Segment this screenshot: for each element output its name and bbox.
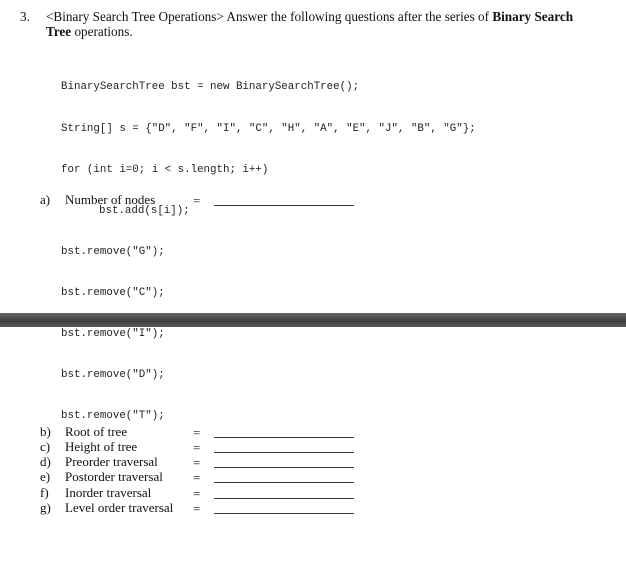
answer-blank-a[interactable] xyxy=(214,205,354,206)
item-letter: b) xyxy=(40,424,51,439)
equals-sign: = xyxy=(193,470,201,485)
item-label: Postorder traversal xyxy=(65,469,163,484)
page-divider xyxy=(0,313,626,327)
code-line: for (int i=0; i < s.length; i++) xyxy=(61,163,269,176)
equals-sign: = xyxy=(193,455,201,470)
question-text xyxy=(46,9,606,39)
equals-sign: = xyxy=(193,193,201,208)
question-bold-1: Binary Search xyxy=(492,9,574,24)
code-line: bst.remove("G"); xyxy=(61,245,165,258)
item-letter: g) xyxy=(40,500,51,515)
question-suffix: operations. xyxy=(71,24,133,39)
answer-blank-f[interactable] xyxy=(214,498,354,499)
item-label: Level order traversal xyxy=(65,500,174,515)
item-letter: d) xyxy=(40,454,51,469)
equals-sign: = xyxy=(193,440,201,455)
code-line: bst.remove("T"); xyxy=(61,410,165,423)
question-bold-2: Tree xyxy=(46,24,72,39)
code-line: bst.add(s[i]); xyxy=(99,204,190,217)
item-letter: e) xyxy=(40,469,51,484)
code-line: BinarySearchTree bst = new BinarySearchTree(); xyxy=(61,81,360,94)
item-label: Preorder traversal xyxy=(65,454,158,469)
answer-blank-c[interactable] xyxy=(214,452,354,453)
answer-blank-g[interactable] xyxy=(214,513,354,514)
item-label: Inorder traversal xyxy=(65,485,152,500)
code-line: bst.remove("D"); xyxy=(61,369,165,382)
answer-blank-d[interactable] xyxy=(214,467,354,468)
item-letter: f) xyxy=(40,485,49,500)
code-line: bst.remove("I"); xyxy=(61,327,165,340)
item-letter: c) xyxy=(40,439,51,454)
equals-sign: = xyxy=(193,425,201,440)
equals-sign: = xyxy=(193,486,201,501)
answer-blank-b[interactable] xyxy=(214,437,354,438)
item-letter: a) xyxy=(40,192,51,207)
item-label: Number of nodes xyxy=(65,192,156,207)
question-prefix: <Binary Search Tree Operations> Answer the following questions after the series of xyxy=(46,9,493,24)
code-line: bst.remove("C"); xyxy=(61,286,165,299)
code-line: String[] s = {"D", "F", "I", "C", "H", "A", "E", "J", "B", "G"}; xyxy=(61,122,476,135)
code-block xyxy=(61,54,476,438)
item-label: Root of tree xyxy=(65,424,128,439)
answer-blank-e[interactable] xyxy=(214,482,354,483)
item-label: Height of tree xyxy=(65,439,138,454)
equals-sign: = xyxy=(193,501,201,516)
question-number: 3. xyxy=(20,9,30,24)
